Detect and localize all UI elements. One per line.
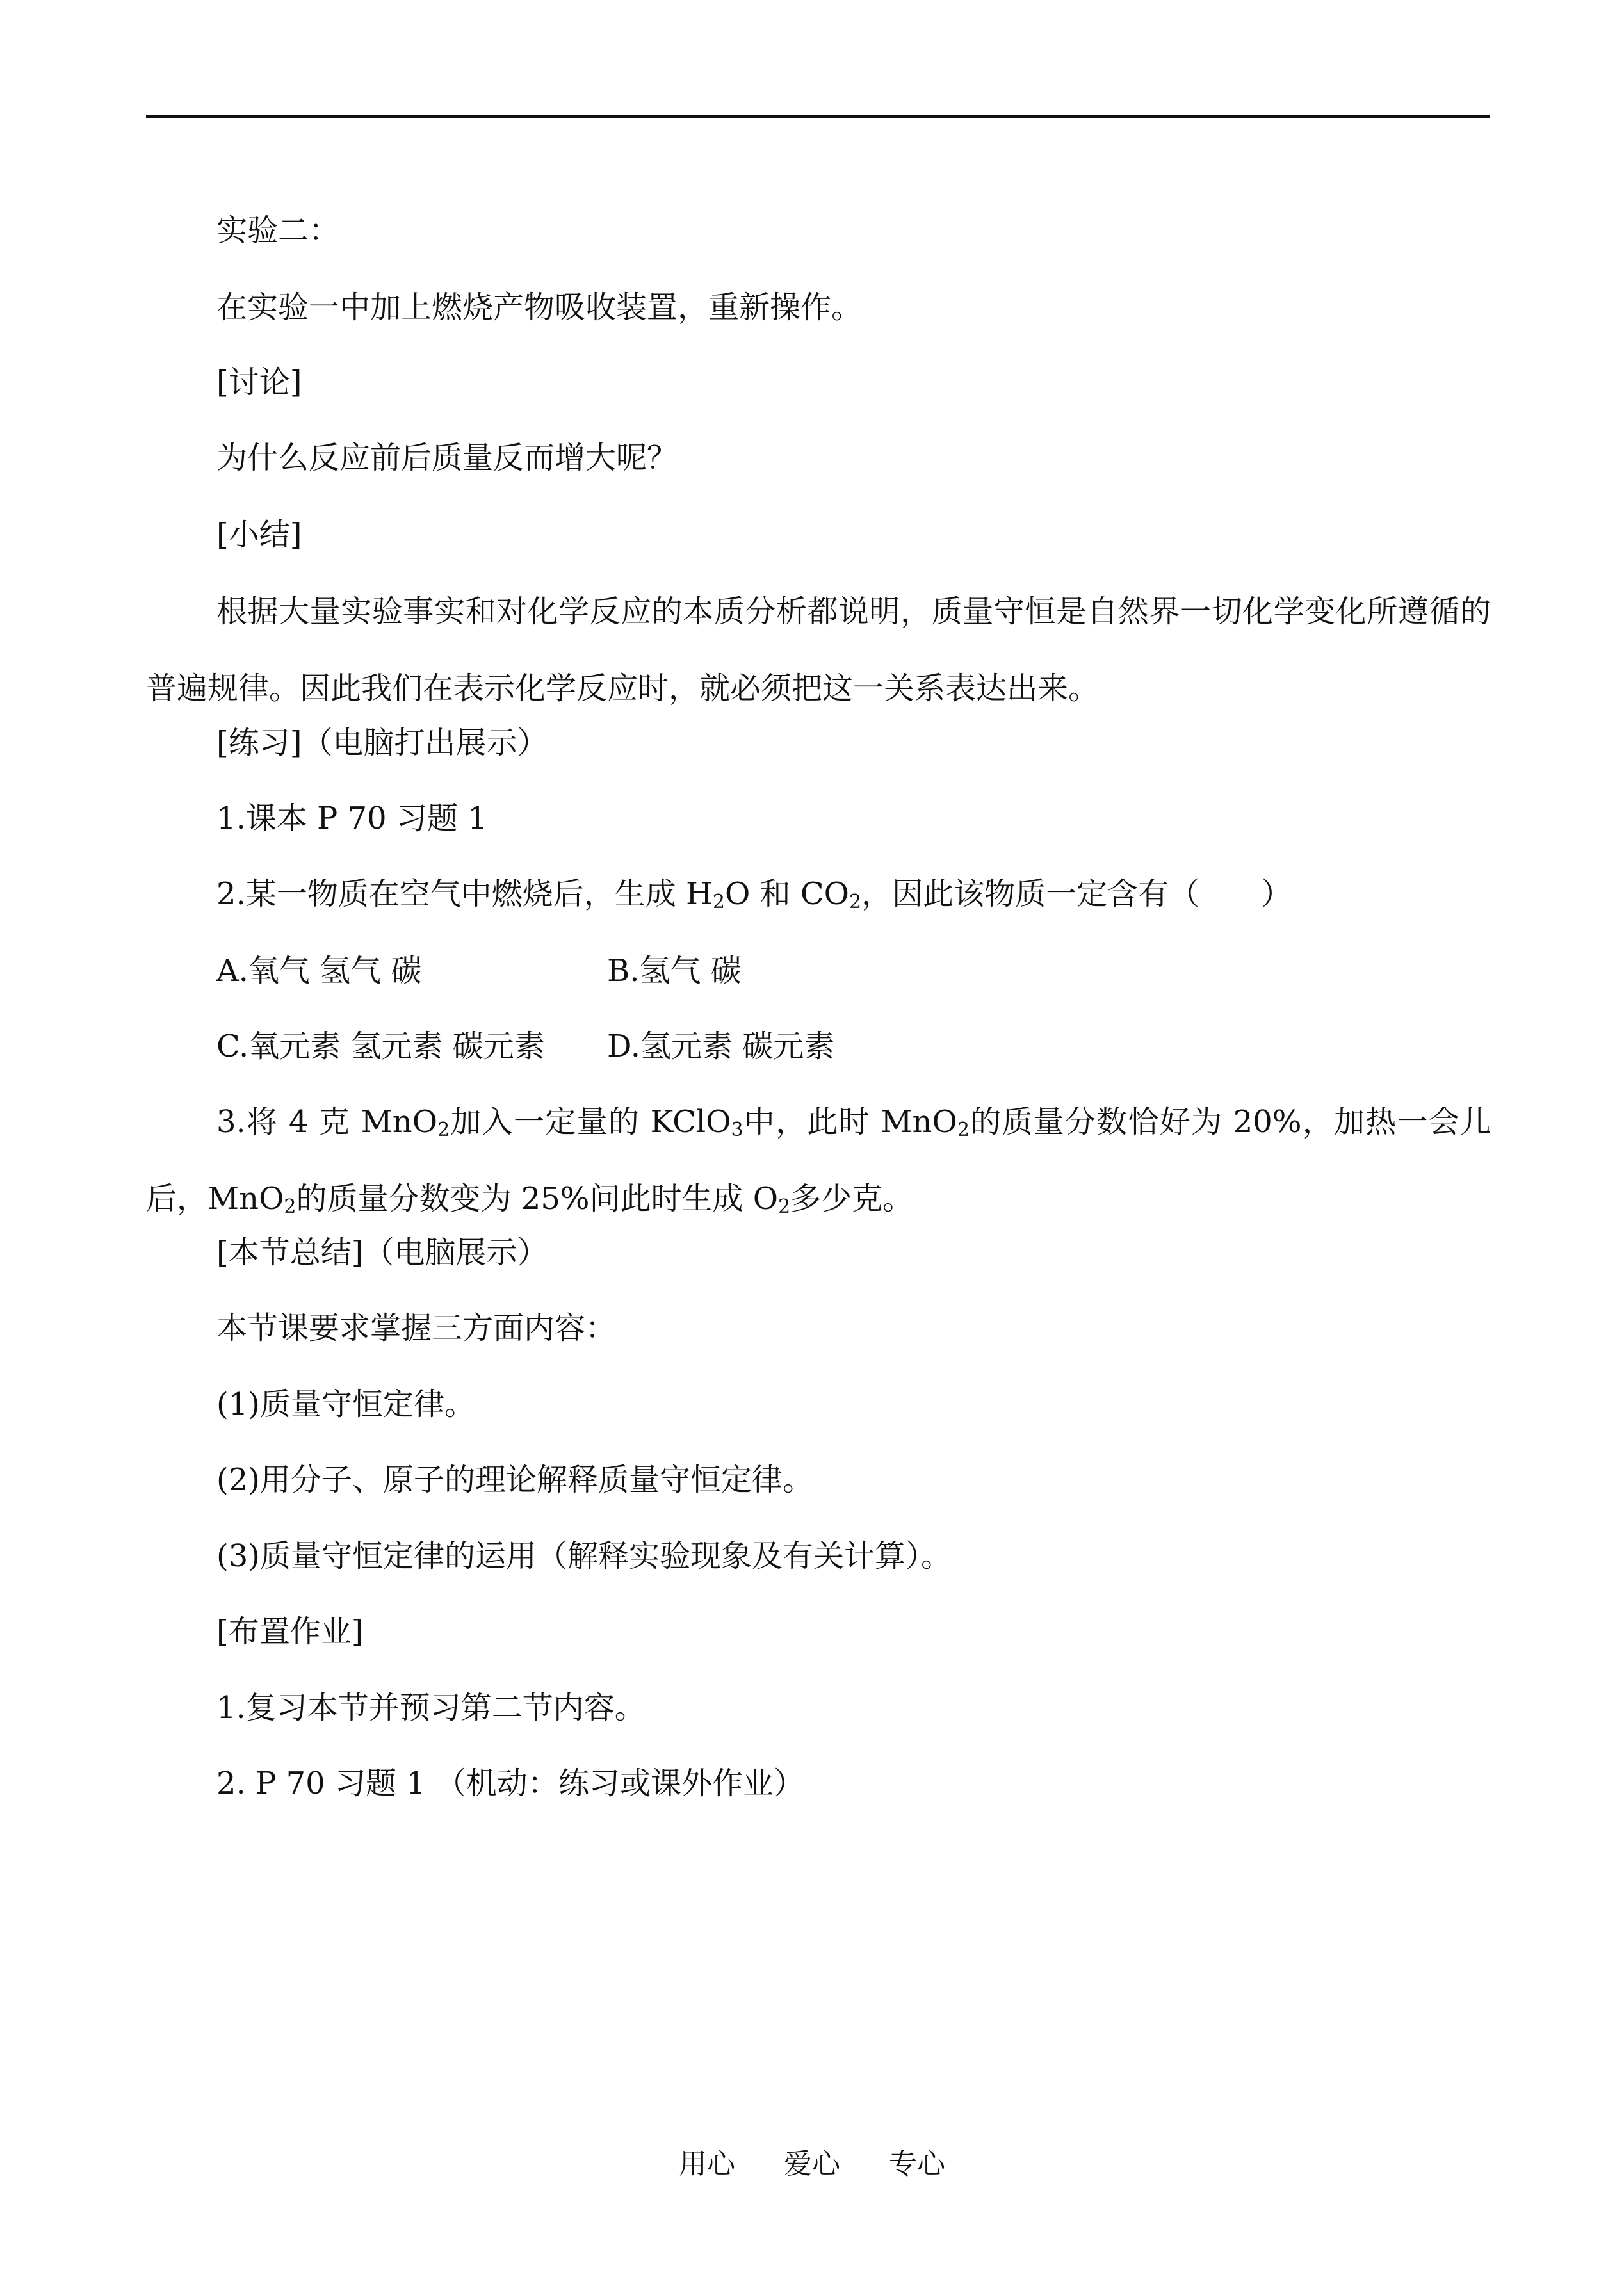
q2-sub-1: 2 xyxy=(712,891,726,913)
footer-word-1: 用心 xyxy=(679,2148,735,2180)
item-1: (1)质量守恒定律。 xyxy=(216,1386,475,1422)
summary-tag: [小结] xyxy=(216,517,302,553)
item-2: (2)用分子、原子的理论解释质量守恒定律。 xyxy=(216,1462,813,1498)
question-3 xyxy=(146,1083,1491,1237)
option-d: D.氢元素 碳元素 xyxy=(607,1028,835,1064)
homework-1: 1.复习本节并预习第二节内容。 xyxy=(216,1690,646,1726)
exp2-title: 实验二： xyxy=(216,213,340,248)
require-text: 本节课要求掌握三方面内容： xyxy=(216,1310,617,1346)
discuss-question: 为什么反应前后质量反而增大呢？ xyxy=(216,440,678,476)
page-footer xyxy=(0,2146,1624,2182)
options-row-2 xyxy=(216,1027,834,1066)
header-rule xyxy=(146,115,1490,118)
q3-part-c: 中，此时 MnO xyxy=(743,1104,957,1140)
q3-part-a: 3.将 4 克 MnO xyxy=(216,1104,438,1140)
q2-part-c: ，因此该物质一定含有（ ） xyxy=(861,876,1292,912)
q2-part-b: O 和 CO xyxy=(725,876,849,912)
footer-word-2: 爱心 xyxy=(784,2148,840,2180)
q3-sub-2: 3 xyxy=(731,1119,743,1141)
summary-paragraph: 根据大量实验事实和对化学反应的本质分析都说明，质量守恒是自然界一切化学变化所遵循的普遍规律。因此我们在表示化学反应时，就必须把这一关系表达出来。 xyxy=(146,594,1491,706)
option-b: B.氢气 碳 xyxy=(607,953,742,989)
homework-2: 2. P 70 习题 1 （机动：练习或课外作业） xyxy=(216,1765,805,1801)
q2-sub-2: 2 xyxy=(849,891,862,913)
q3-part-d: 的质量分数恰好为 20%，加热一会儿后，MnO xyxy=(146,1104,1491,1217)
footer-word-3: 专心 xyxy=(889,2148,945,2180)
section-summary-tag: [本节总结]（电脑展示） xyxy=(216,1235,548,1270)
exp2-text: 在实验一中加上燃烧产物吸收装置，重新操作。 xyxy=(216,289,863,325)
q3-sub-4: 2 xyxy=(284,1196,296,1218)
q3-sub-1: 2 xyxy=(437,1119,450,1141)
question-2 xyxy=(216,875,1292,913)
options-row-1 xyxy=(216,952,742,990)
q3-sub-3: 2 xyxy=(957,1119,970,1141)
q3-part-e: 的质量分数变为 25%问此时生成 O xyxy=(296,1181,779,1217)
question-1: 1.课本 P 70 习题 1 xyxy=(216,800,487,836)
option-c: C.氧元素 氢元素 碳元素 xyxy=(216,1028,545,1064)
q3-part-f: 多少克。 xyxy=(790,1181,914,1217)
q3-sub-5: 2 xyxy=(778,1196,791,1218)
item-3: (3)质量守恒定律的运用（解释实验现象及有关计算）。 xyxy=(216,1538,952,1574)
practice-tag: [练习]（电脑打出展示） xyxy=(216,725,548,761)
discuss-tag: [讨论] xyxy=(216,364,302,400)
homework-tag: [布置作业] xyxy=(216,1614,364,1650)
q2-part-a: 2.某一物质在空气中燃烧后，生成 H xyxy=(216,876,713,912)
q3-part-b: 加入一定量的 KClO xyxy=(450,1104,731,1140)
option-a: A.氧气 氢气 碳 xyxy=(216,953,422,989)
